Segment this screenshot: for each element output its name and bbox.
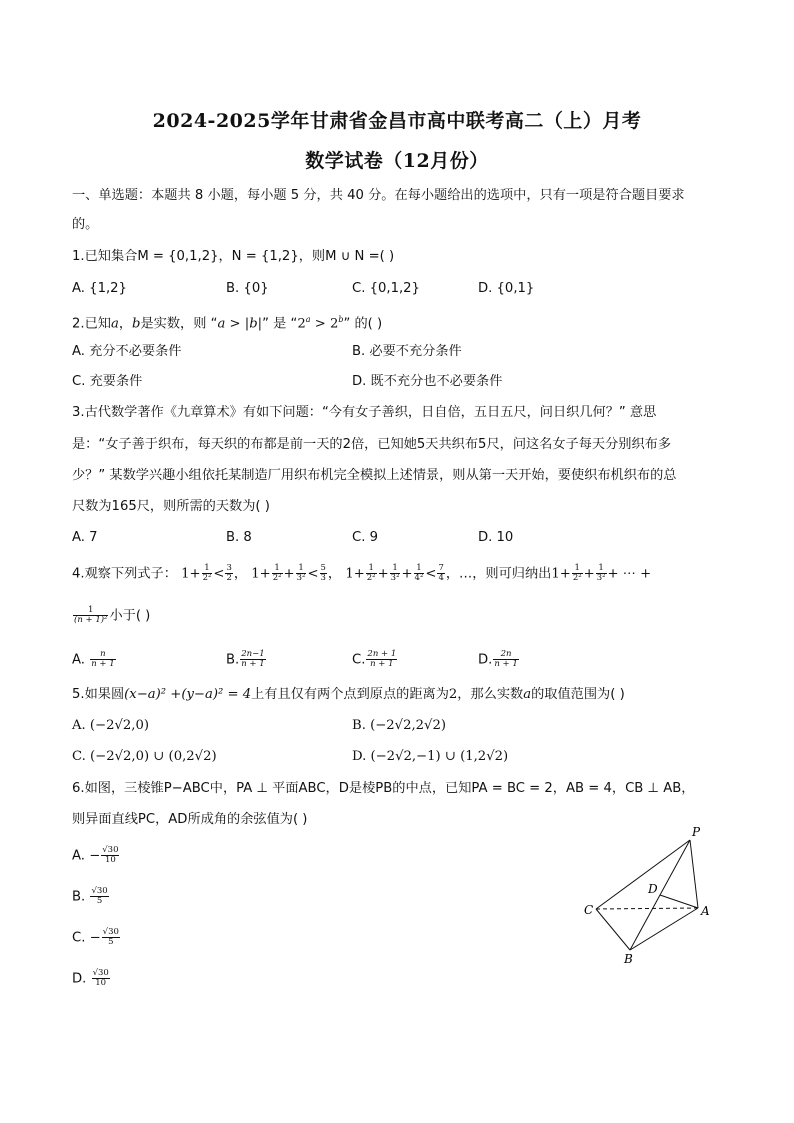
exam-subtitle: 数学试卷（12月份） <box>305 150 489 172</box>
question-3-line-3: 少？” 某数学兴趣小组依托某制造厂用织布机完全模拟上述情景，则从第一天开始，要使织布机织布的总 <box>72 468 677 483</box>
q2-cond2-gt: > <box>310 316 330 332</box>
q4-option-a: A. $\frac{n}{n + 1}$ <box>72 649 115 669</box>
vertex-label-b: B <box>624 952 633 966</box>
q2-condition-1: a > |b| <box>217 316 263 332</box>
q4-stem-mid: ，…，则可归纳出 <box>445 566 552 582</box>
vertex-label-d: D <box>648 882 658 896</box>
q5-option-c: C. (−2√2,0) ∪ (0,2√2) <box>72 749 217 764</box>
q4-stem-pre: 4.观察下列式子： <box>72 566 177 582</box>
question-1-stem: 1.已知集合M = {0,1,2}，N = {1,2}，则M ∪ N =( ) <box>72 249 395 264</box>
edge-PC <box>596 840 690 909</box>
q1-option-a: A. {1,2} <box>72 281 127 296</box>
edge-CB <box>596 909 630 950</box>
q5-option-d: D. (−2√2,−1) ∪ (1,2√2) <box>352 749 509 764</box>
vertex-label-c: C <box>584 903 594 917</box>
q4-frac: $\frac{7}{4}$ <box>438 563 444 583</box>
q2-stem-mid1: ， <box>118 316 133 332</box>
edge-PA <box>690 840 698 908</box>
q5-distance: 2 <box>448 687 458 702</box>
q2-option-b: B. 必要不充分条件 <box>352 344 462 359</box>
q4-frac: $\frac{1}{\text{3²}}$ <box>390 563 400 583</box>
question-3-line-2: 是：“女子善于织布，每天织的布都是前一天的2倍，已知她5天共织布5尺，问这名女子每天分别织布多 <box>72 437 672 452</box>
q4-frac: $\frac{1}{\text{2²}}$ <box>572 563 582 583</box>
q4-option-b: B. $\frac{2n-1}{n + 1}$ <box>226 649 265 669</box>
question-5-stem <box>72 686 625 704</box>
edge-BA <box>630 908 698 950</box>
q5-option-a: A. (−2√2,0) <box>72 718 150 733</box>
q4-frac: $\frac{3}{2}$ <box>226 563 232 583</box>
section-intro-cont: 的。 <box>72 217 99 232</box>
q5-stem-pre: 5.如果圆 <box>72 687 125 702</box>
q1-option-d: D. {0,1} <box>478 281 535 296</box>
q4-term: 1 <box>181 566 190 582</box>
q2-stem-mid2: 是实数，则 “ <box>140 316 218 332</box>
q2-stem-mid3: ” 是 “ <box>262 316 298 332</box>
q2-var-a: a <box>110 316 119 332</box>
question-6-line-1: 6.如图，三棱锥P−ABC中，PA ⊥ 平面ABC，D是棱PB的中点，已知PA = BC = 2，AB = 4，CB ⊥ AB， <box>72 781 695 796</box>
q4-frac: $\frac{1}{\text{2²}}$ <box>272 563 282 583</box>
q4-stem-end: 小于( ) <box>109 608 151 624</box>
q4-frac: $\frac{1}{\text{4²}}$ <box>414 563 424 583</box>
q3-option-b: B. 8 <box>226 530 252 545</box>
q4-last-frac: $\frac{1}{\text{(n + 1)²}}$ <box>74 605 108 625</box>
q4-op: + <box>189 566 201 582</box>
question-3-line-1: 3.古代数学著作《九章算术》有如下问题：“今有女子善织，日自倍，五日五尺，问日织几何？” 意思 <box>72 405 657 420</box>
q5-option-b: B. (−2√2,2√2) <box>352 718 446 733</box>
q1-option-c: C. {0,1,2} <box>352 281 420 296</box>
q6-option-c: C. − $\frac{√30}{5}$ <box>72 927 119 947</box>
q3-option-d: D. 10 <box>478 530 514 545</box>
q1-option-b: B. {0} <box>226 281 269 296</box>
q2-stem-pre: 2.已知 <box>72 316 111 332</box>
edge-CA-hidden <box>596 908 698 909</box>
q4-frac: $\frac{1}{\text{3²}}$ <box>296 563 306 583</box>
q3-option-c: C. 9 <box>352 530 378 545</box>
q5-stem-end: 的取值范围为( ) <box>531 687 625 702</box>
q4-frac: $\frac{1}{\text{2²}}$ <box>202 563 212 583</box>
q2-option-c: C. 充要条件 <box>72 374 143 389</box>
vertex-label-a: A <box>701 904 710 918</box>
question-4-stem: 4.观察下列式子： 1+ $\frac{1}{\text{2²}}$ < $\frac{3}{2}$ ， 1+ $\frac{1}{\text{2²}}$ + $\frac{1}{\text{3²}}$ < $\frac{5}{3}$ ， 1+ $\frac{1}{\text{2²}}$ + $\frac{1}{\text{3²}}$ + $\frac{1}{\text{4²}}$ < $\frac{7}{4}$ ，…，则可归纳出1+ $\frac{1}{\text{2²}}$ + $\frac{1}{\text{3²}}$ + ⋯ + <box>72 563 652 583</box>
q4-frac: $\frac{1}{\text{3²}}$ <box>596 563 606 583</box>
q2-cond2-base2: 2 <box>329 316 339 332</box>
q6-option-d: D. $\frac{√30}{10}$ <box>72 968 109 988</box>
q5-var-a: a <box>523 687 532 702</box>
q4-frac: $\frac{5}{3}$ <box>320 563 326 583</box>
pyramid-figure <box>578 820 738 970</box>
q6-option-a: A. − $\frac{√30}{10}$ <box>72 845 119 865</box>
q4-option-d: D. $\frac{2n}{n + 1}$ <box>478 649 518 669</box>
q2-stem-end: ” 的( ) <box>343 316 383 332</box>
q6-option-b: B. $\frac{√30}{5}$ <box>72 886 108 906</box>
vertex-label-p: P <box>692 825 701 839</box>
exam-title: 2024-2025学年甘肃省金昌市高中联考高二（上）月考 <box>152 110 642 132</box>
q4-option-c: C. $\frac{2n + 1}{n + 1}$ <box>352 649 397 669</box>
q5-circle-equation: (x−a)² +(y−a)² = 4 <box>124 687 252 702</box>
q2-cond2-base1: 2 <box>297 316 306 332</box>
q2-option-a: A. 充分不必要条件 <box>72 344 182 359</box>
q5-stem-mid2: ，那么实数 <box>457 687 524 702</box>
segment-AD <box>660 895 698 908</box>
section-intro: 一、单选题：本题共 8 小题，每小题 5 分，共 40 分。在每小题给出的选项中，只有一项是符合题目要求 <box>72 188 685 203</box>
q5-stem-mid: 上有且仅有两个点到原点的距离为 <box>251 687 449 702</box>
question-6-line-2: 则异面直线PC，AD所成角的余弦值为( ) <box>72 812 308 827</box>
q4-frac: $\frac{1}{\text{2²}}$ <box>366 563 376 583</box>
q2-cond2-exp2: b <box>338 315 344 324</box>
question-2-stem <box>72 311 382 333</box>
q3-option-a: A. 7 <box>72 530 98 545</box>
question-4-stem-cont <box>72 606 150 626</box>
q2-var-b: b <box>132 316 141 332</box>
q2-option-d: D. 既不充分也不必要条件 <box>352 374 503 389</box>
q2-cond2-exp1: a <box>305 315 311 324</box>
question-3-line-4: 尺数为165尺，则所需的天数为( ) <box>72 499 270 514</box>
q4-op: < <box>213 566 225 582</box>
